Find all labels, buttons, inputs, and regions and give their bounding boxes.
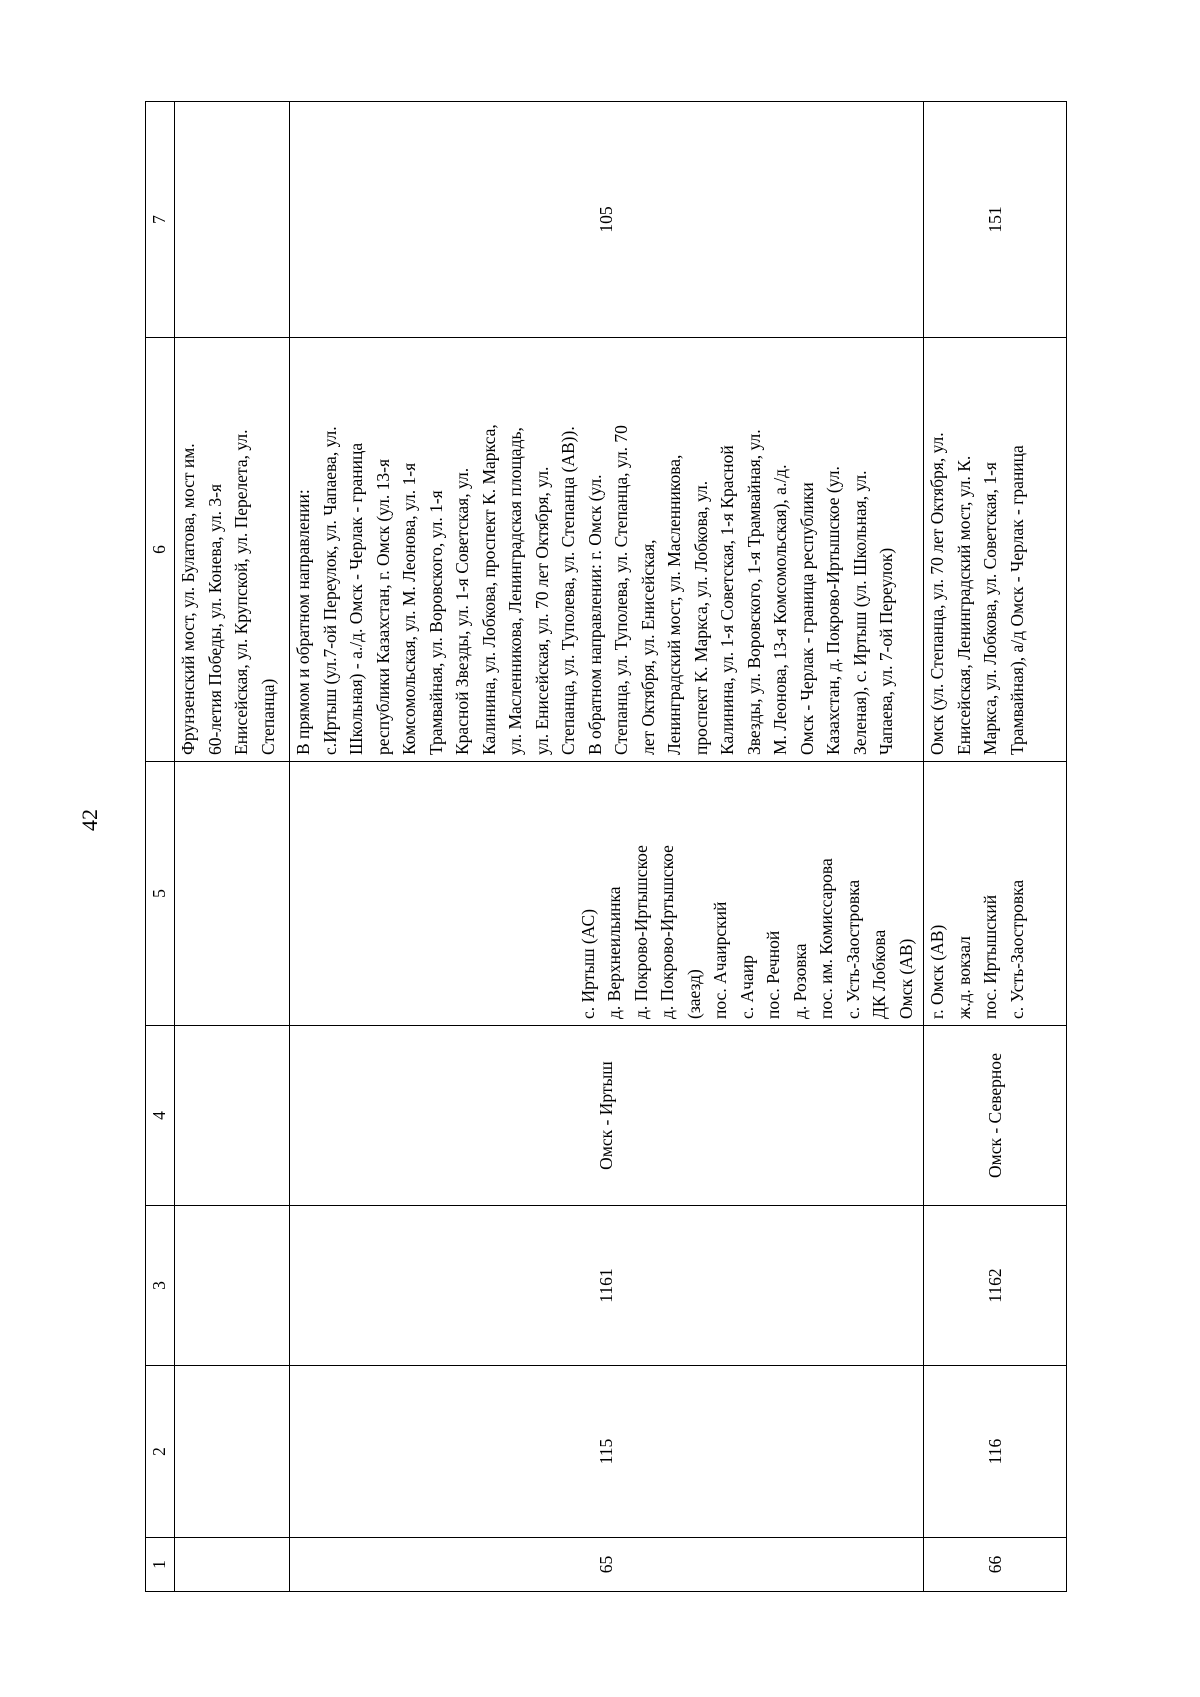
path-line: Омск - Черлак - граница республики (796, 482, 817, 755)
path-line: Омск (ул. Степанца, ул. 70 лет Октября, ул. (927, 432, 947, 755)
path-cell (175, 338, 290, 762)
stops-cell (924, 762, 1067, 1026)
path-line: Школьная) - а./д. Омск - Черлак - граница (346, 442, 366, 755)
path-line: проспект К. Маркса, ул. Лобкова, ул. (690, 480, 711, 755)
cell (175, 1206, 290, 1366)
row-number: 65 (290, 1538, 924, 1592)
stop: с. Иртыш (АС) (577, 908, 598, 1019)
path-line: Звезды, ул. Воровского, 1-я Трамвайная, ул. (743, 429, 764, 755)
path-line: ул. Масленникова, Ленинградская площадь, (505, 427, 525, 755)
stop: ж.д. вокзал (953, 936, 974, 1019)
stop: ДК Лобкова (869, 929, 889, 1019)
path-line: Красной Звезды, ул. 1-я Советская, ул. (452, 467, 472, 755)
stop: пос. Иртышский (980, 894, 1000, 1019)
cell (175, 102, 290, 338)
path-line: Степанца, ул. Туполева, ул. Степанца (АВ)). (558, 426, 578, 755)
path-line: Казахстан, д. Покрово-Иртышское (ул. (823, 466, 843, 755)
header-cell: 5 (146, 762, 175, 1026)
path-line: ул. Енисейская, ул. 70 лет Октября, ул. (531, 466, 552, 755)
table-row (924, 102, 1067, 1592)
stop: д. Покрово-Иртышское (657, 845, 677, 1019)
path-line: Чапаева, ул. 7-ой Переулок) (876, 547, 896, 755)
path-line: Енисейская, ул. Крупской, ул. Перелета, ул. (231, 429, 251, 755)
path-line: Фрунзенский мост, ул. Булатова, мост им. (178, 443, 198, 755)
stops-cell (290, 762, 924, 1026)
stop: (заезд) (683, 969, 704, 1019)
registration-number: 1161 (290, 1206, 924, 1366)
routes-table (145, 101, 1067, 1592)
stop: с. Усть-Заостровка (1006, 879, 1027, 1019)
page-number: 42 (77, 809, 102, 831)
path-line: М. Леонова, 13-я Комсомольская), а./д. (770, 464, 790, 755)
stop: пос. им. Комиссарова (816, 858, 836, 1019)
header-cell: 1 (146, 1538, 175, 1592)
path-line: республики Казахстан, г. Омск (ул. 13-я (372, 458, 393, 755)
path-line: В обратном направлении: г. Омск (ул. (584, 474, 605, 755)
header-cell: 3 (146, 1206, 175, 1366)
stop: с. Ачаир (736, 955, 757, 1019)
stop: Омск (АВ) (895, 938, 916, 1019)
stop: пос. Речной (763, 930, 783, 1019)
path-cell (290, 338, 924, 762)
table-row (290, 102, 924, 1592)
path-line: Зеленая), с. Иртыш (ул. Школьная, ул. (849, 470, 870, 755)
stop: д. Розовка (789, 943, 810, 1019)
cell (175, 762, 290, 1026)
path-line: 60-летия Победы, ул. Конева, ул. 3-я (204, 483, 225, 755)
header-row (146, 102, 175, 1592)
header-cell: 2 (146, 1366, 175, 1538)
route-length: 151 (924, 102, 1067, 338)
path-line: Степанца, ул. Туполева, ул. Степанца, ул. 70 (611, 425, 631, 755)
cell (175, 1026, 290, 1206)
stop: г. Омск (АВ) (927, 924, 947, 1019)
route-name: Омск - Иртыш (290, 1026, 924, 1206)
continuation-row (175, 102, 290, 1592)
route-name: Омск - Северное (924, 1026, 1067, 1206)
rotated-table-wrapper (145, 102, 1065, 1592)
path-line: В прямом и обратном направлении: (293, 489, 313, 755)
path-line: Калинина, ул. 1-я Советская, 1-я Красной (717, 445, 737, 755)
route-length: 105 (290, 102, 924, 338)
path-line: Трамвайная), а/д Омск - Черлак - граница (1006, 445, 1027, 755)
path-line: Маркса, ул. Лобкова, ул. Советская, 1-я (980, 462, 1000, 755)
cell (175, 1366, 290, 1538)
path-line: Енисейская, Ленинградский мост, ул. К. (953, 455, 974, 755)
cell (175, 1538, 290, 1592)
path-line: Ленинградский мост, ул. Масленникова, (664, 454, 684, 755)
stop: с. Усть-Заостровка (842, 879, 863, 1019)
header-cell: 4 (146, 1026, 175, 1206)
path-line: лет Октября, ул. Енисейская, (637, 539, 658, 755)
stop: пос. Ачаирский (710, 901, 730, 1019)
stop: д. Верхнеильинка (604, 886, 624, 1019)
path-line: Степанца) (257, 678, 278, 755)
stop: д. Покрово-Иртышское (630, 845, 651, 1019)
path-cell (924, 338, 1067, 762)
row-number: 66 (924, 1538, 1067, 1592)
registration-number: 1162 (924, 1206, 1067, 1366)
path-line: Комсомольская, ул. М. Леонова, ул. 1-я (399, 462, 419, 755)
path-line: Трамвайная, ул. Воровского, ул. 1-я (425, 490, 446, 755)
path-line: с.Иртыш (ул.7-ой Переулок, ул. Чапаева, ул. (319, 426, 340, 755)
path-line: Калинина, ул. Лобкова, проспект К. Маркса, (478, 424, 499, 755)
route-number: 115 (290, 1366, 924, 1538)
route-number: 116 (924, 1366, 1067, 1538)
header-cell: 7 (146, 102, 175, 338)
header-cell: 6 (146, 338, 175, 762)
